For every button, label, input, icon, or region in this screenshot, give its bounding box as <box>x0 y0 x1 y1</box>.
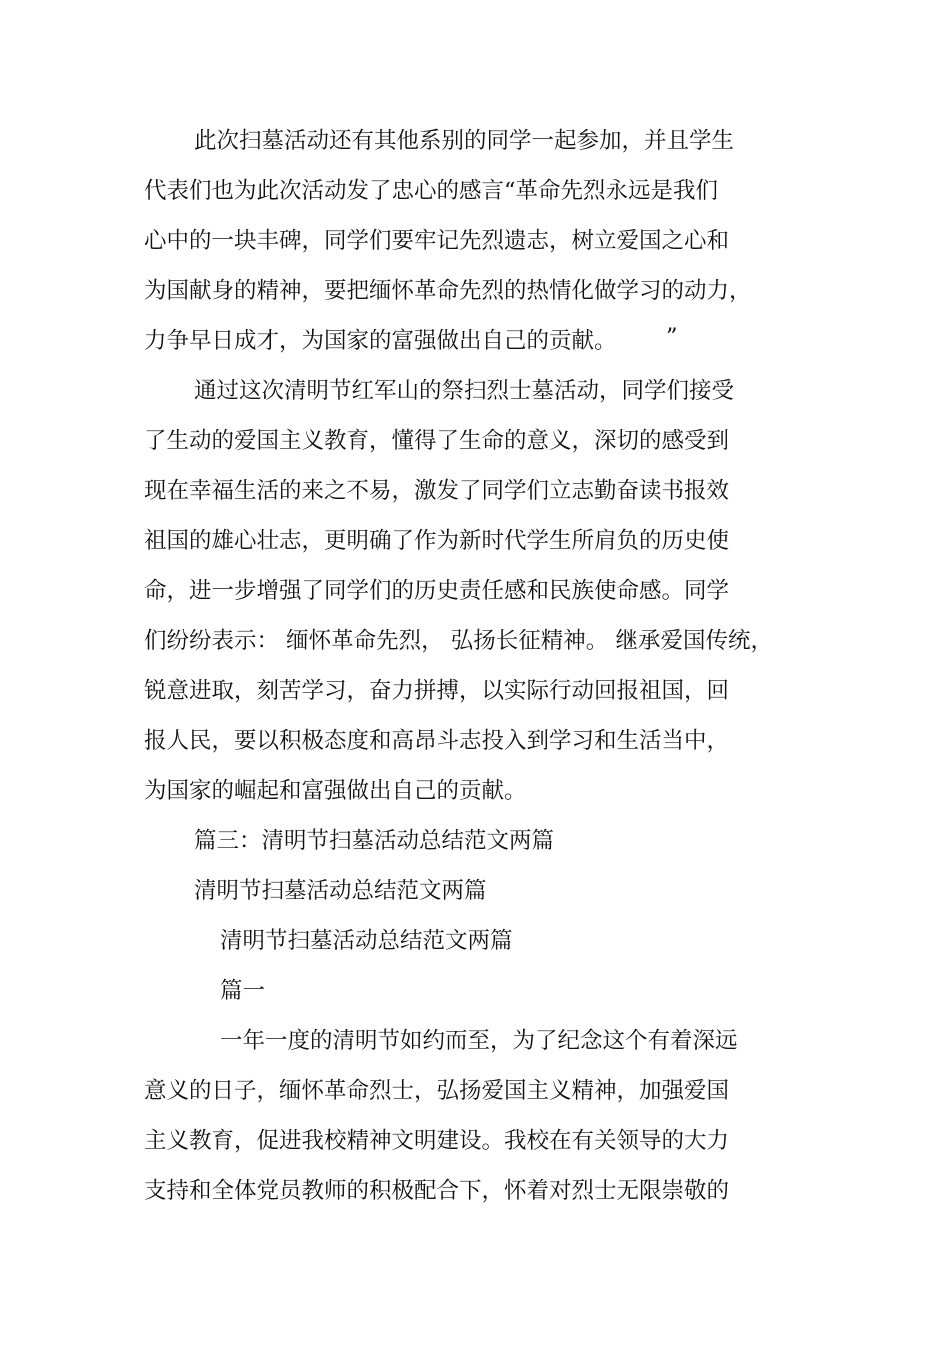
text-line: 锐意进取，刻苦学习，奋力拼搏，以实际行动回报祖国，回 <box>144 678 730 704</box>
text-line: 们纷纷表示： 缅怀革命先烈， 弘扬长征精神。 继承爱国传统， <box>144 628 773 654</box>
text-line: 报人民，要以积极态度和高昂斗志投入到学习和生活当中， <box>144 728 730 754</box>
text-line: 心中的一块丰碑，同学们要牢记先烈遗志，树立爱国之心和 <box>144 228 730 254</box>
part-label: 篇一 <box>220 978 266 1004</box>
section-title: 清明节扫墓活动总结范文两篇 <box>220 928 513 954</box>
text-line: 此次扫墓活动还有其他系别的同学一起参加，并且学生 <box>194 128 735 154</box>
text-line: 力争早日成才，为国家的富强做出自己的贡献。 <box>144 328 617 354</box>
section-subheading: 清明节扫墓活动总结范文两篇 <box>194 878 487 904</box>
text-line: 为国家的崛起和富强做出自己的贡献。 <box>144 778 527 804</box>
text-line: 了生动的爱国主义教育，懂得了生命的意义，深切的感受到 <box>144 428 730 454</box>
text-line: 命，进一步增强了同学们的历史责任感和民族使命感。同学 <box>144 578 730 604</box>
text-line: 为国献身的精神，要把缅怀革命先烈的热情化做学习的动力， <box>144 278 752 304</box>
text-line: 现在幸福生活的来之不易，激发了同学们立志勤奋读书报效 <box>144 478 730 504</box>
text-line: 支持和全体党员教师的积极配合下，怀着对烈士无限崇敬的 <box>144 1178 730 1204</box>
text-line: 通过这次清明节红军山的祭扫烈士墓活动，同学们接受 <box>194 378 735 404</box>
section-heading: 篇三：清明节扫墓活动总结范文两篇 <box>194 828 555 854</box>
text-line: 代表们也为此次活动发了忠心的感言“革命先烈永远是我们 <box>144 178 719 204</box>
text-line: 主义教育，促进我校精神文明建设。我校在有关领导的大力 <box>144 1128 730 1154</box>
text-line: 意义的日子，缅怀革命烈士，弘扬爱国主义精神，加强爱国 <box>144 1078 730 1104</box>
text-line: 祖国的雄心壮志，更明确了作为新时代学生所肩负的历史使 <box>144 528 730 554</box>
closing-quote: ” <box>666 324 678 350</box>
text-line: 一年一度的清明节如约而至，为了纪念这个有着深远 <box>220 1028 738 1054</box>
